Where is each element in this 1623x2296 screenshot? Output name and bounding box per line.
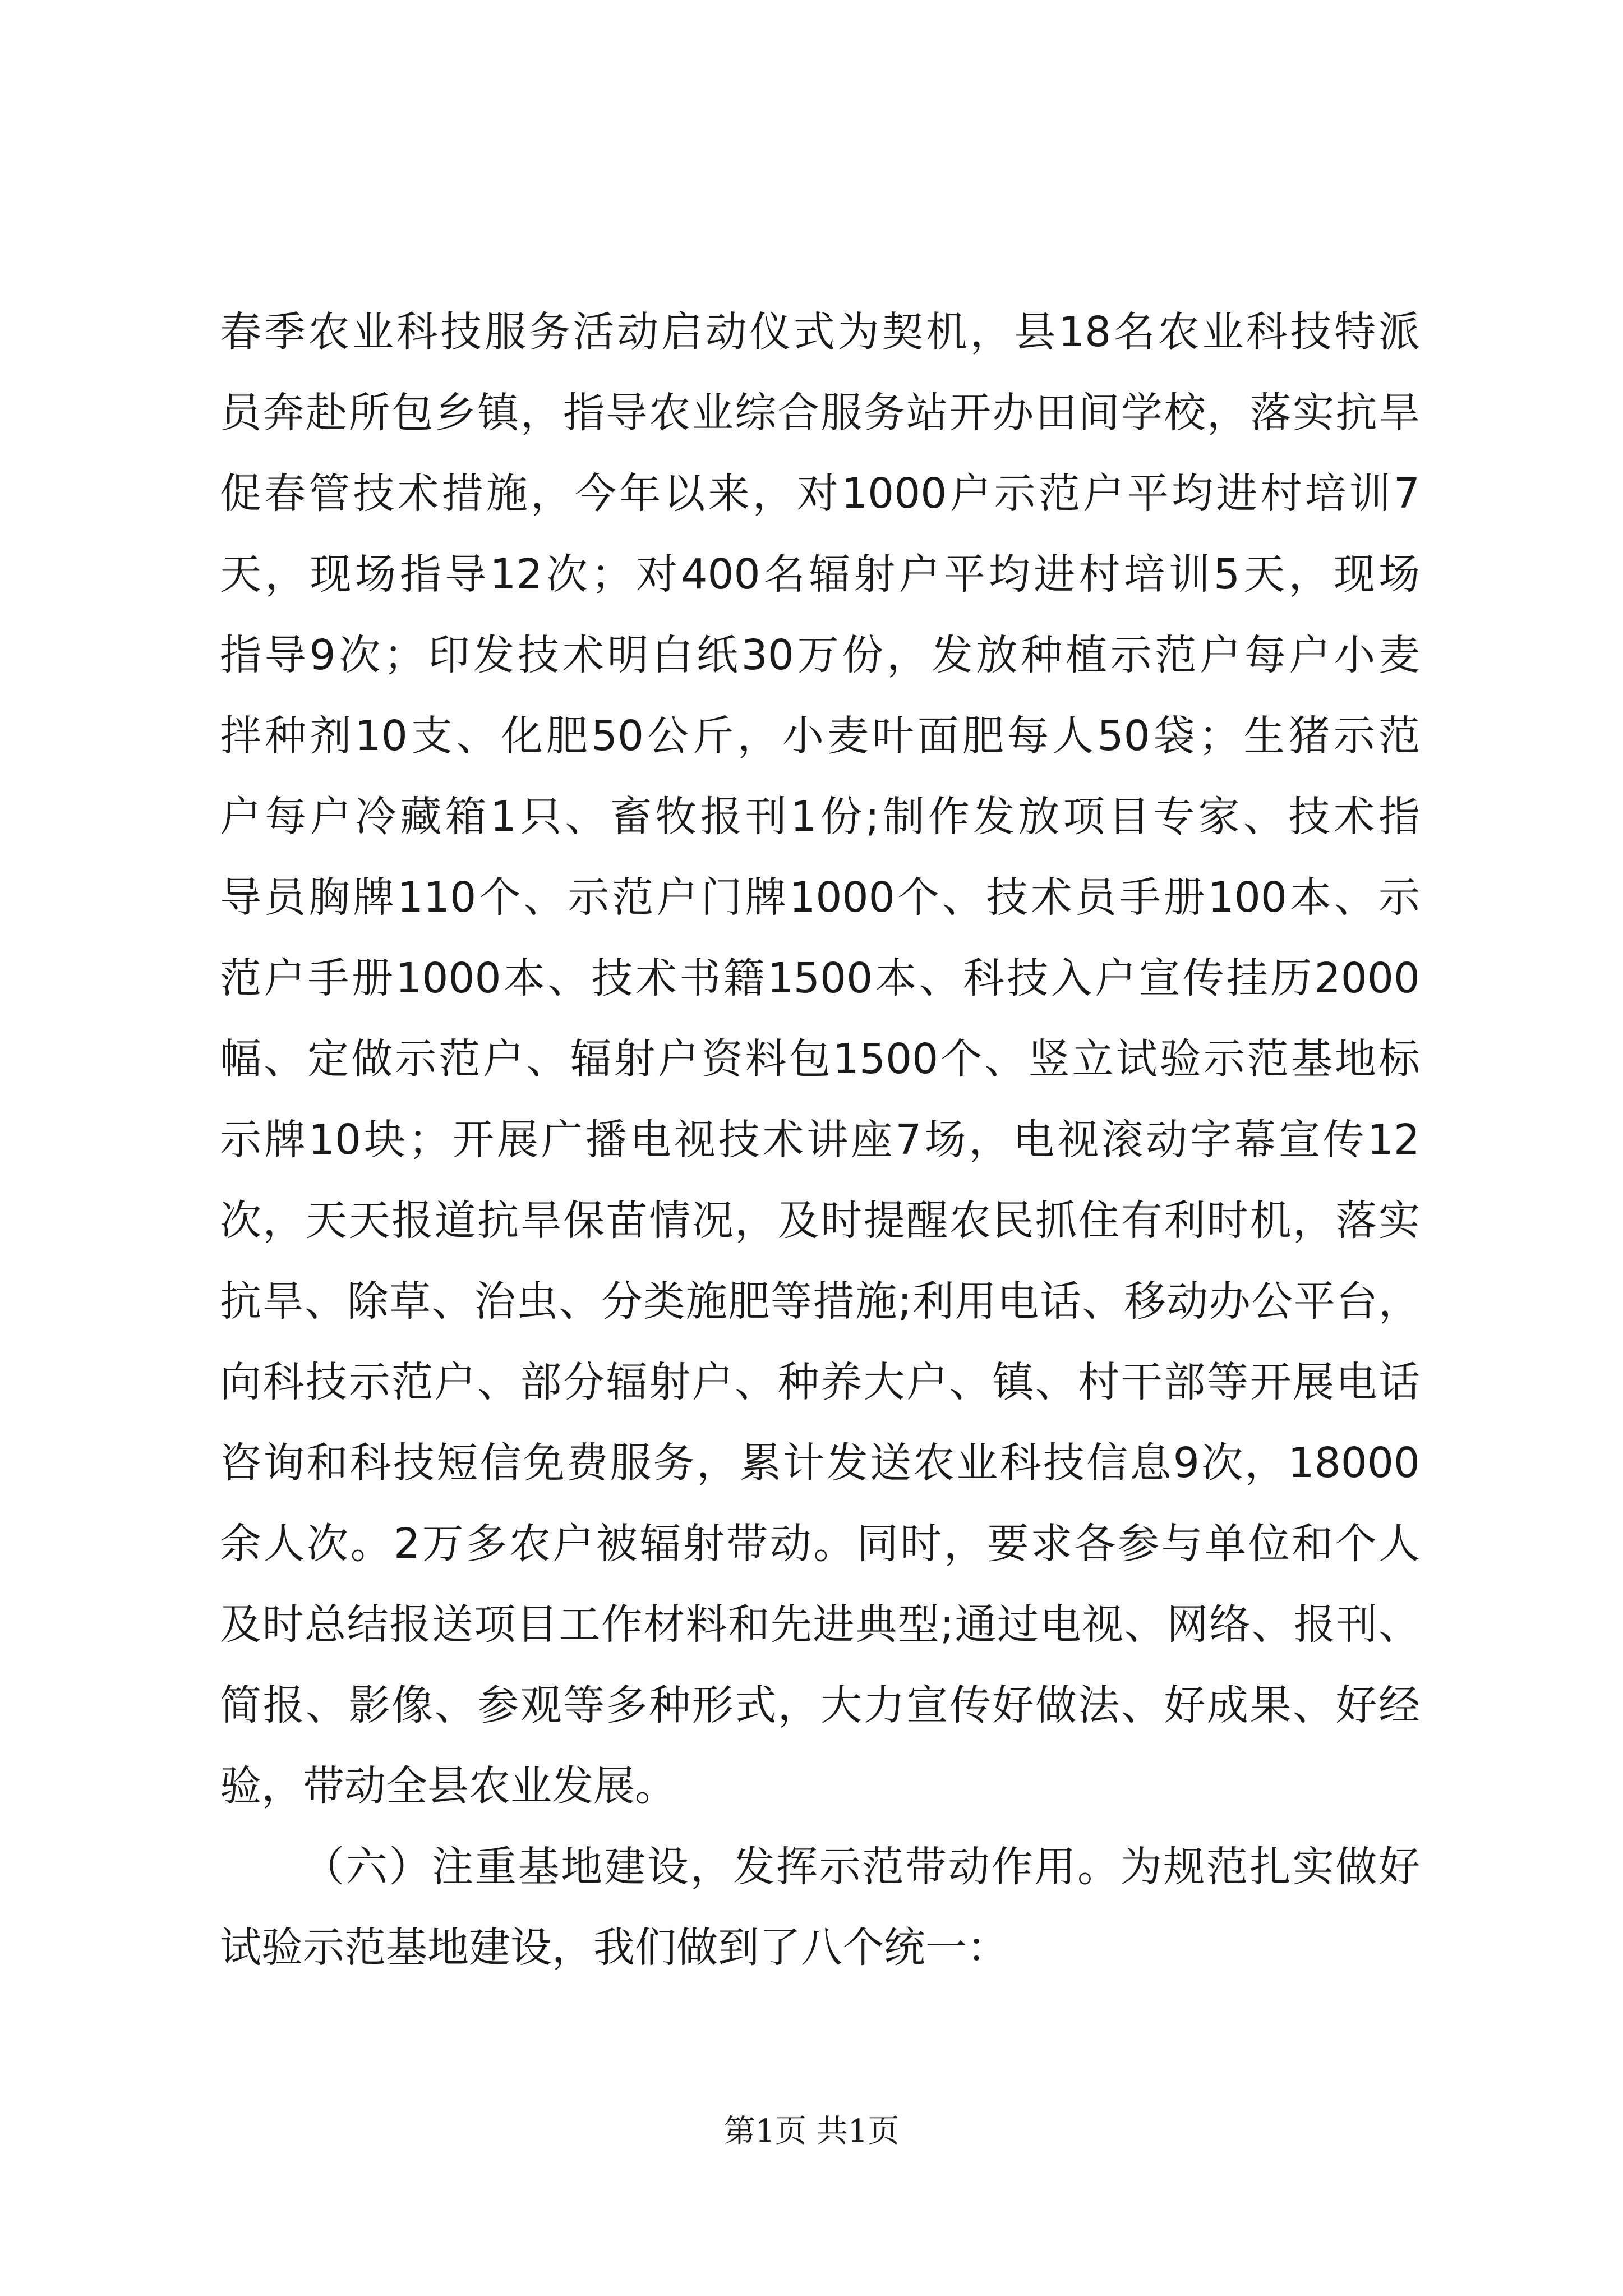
text-line: 咨询和科技短信免费服务，累计发送农业科技信息9次，18000: [220, 1439, 1420, 1487]
page-number-footer: 第1页 共1页: [723, 2113, 900, 2150]
text-line: 试验示范基地建设，我们做到了八个统一：: [220, 1924, 1008, 1972]
text-line: 抗旱、除草、治虫、分类施肥等措施;利用电话、移动办公平台，: [220, 1277, 1420, 1326]
text-line: 示牌10块；开展广播电视技术讲座7场，电视滚动字幕宣传12: [220, 1116, 1420, 1164]
text-line: 指导9次；印发技术明白纸30万份，发放种植示范户每户小麦: [220, 631, 1420, 679]
text-line: 次，天天报道抗旱保苗情况，及时提醒农民抓住有利时机，落实: [220, 1197, 1420, 1245]
text-line: 员奔赴所包乡镇，指导农业综合服务站开办田间学校，落实抗旱: [220, 389, 1420, 437]
text-line: 及时总结报送项目工作材料和先进典型;通过电视、网络、报刊、: [220, 1600, 1420, 1649]
text-line: 验，带动全县农业发展。: [220, 1762, 676, 1810]
text-line: 促春管技术措施，今年以来，对1000户示范户平均进村培训7: [220, 470, 1420, 518]
text-line: （六）注重基地建设，发挥示范带动作用。为规范扎实做好: [303, 1843, 1420, 1891]
document-body: [220, 292, 1420, 1988]
text-line: 简报、影像、参观等多种形式，大力宣传好做法、好成果、好经: [220, 1681, 1420, 1729]
text-line: 户每户冷藏箱1只、畜牧报刊1份;制作发放项目专家、技术指: [220, 793, 1420, 841]
text-line: 拌种剂10支、化肥50公斤，小麦叶面肥每人50袋；生猪示范: [220, 712, 1420, 760]
paragraph-2: [220, 1826, 1420, 1988]
text-line: 导员胸牌110个、示范户门牌1000个、技术员手册100本、示: [220, 873, 1420, 922]
text-line: 天，现场指导12次；对400名辐射户平均进村培训5天，现场: [220, 550, 1420, 599]
text-line: 向科技示范户、部分辐射户、种养大户、镇、村干部等开展电话: [220, 1358, 1420, 1406]
text-line: 范户手册1000本、技术书籍1500本、科技入户宣传挂历2000: [220, 954, 1420, 1002]
text-line: 春季农业科技服务活动启动仪式为契机，县18名农业科技特派: [220, 308, 1420, 356]
text-line: 幅、定做示范户、辐射户资料包1500个、竖立试验示范基地标: [220, 1035, 1420, 1083]
text-line: 余人次。2万多农户被辐射带动。同时，要求各参与单位和个人: [220, 1520, 1420, 1568]
paragraph-1: [220, 292, 1420, 1826]
